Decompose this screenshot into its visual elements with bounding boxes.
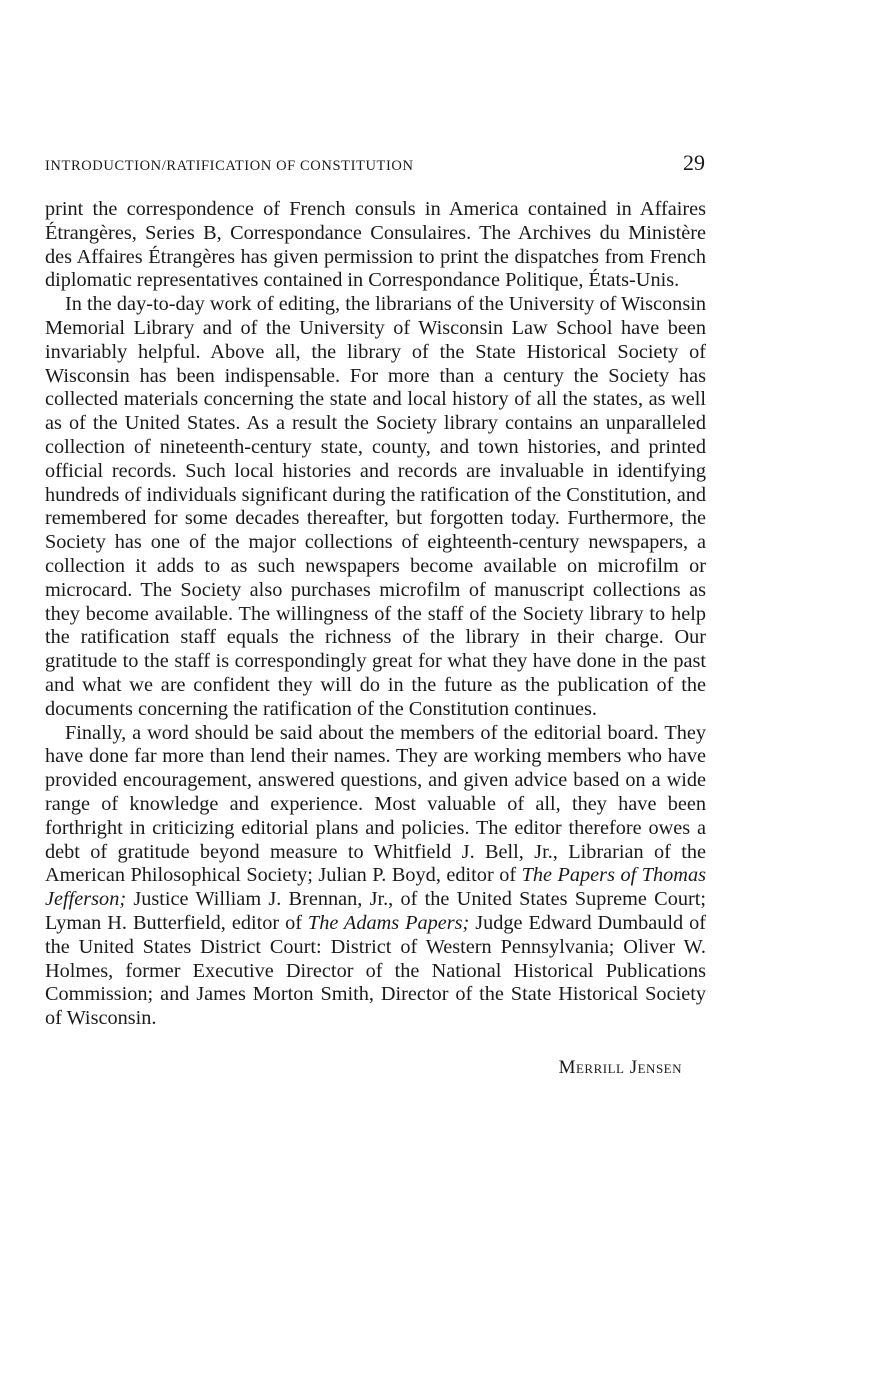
- text-segment: Judge Edward Dumbauld of the United States District Court: District of Western Pennsylvania; Oliver W. Holmes, former Executive Director of the National Historical Publications Commission; and James Morton Smith, Director of the State Historical Society of Wisconsin.: [45, 911, 706, 1030]
- book-page: [45, 150, 706, 1079]
- page-number: 29: [683, 150, 705, 175]
- running-title: INTRODUCTION/RATIFICATION OF CONSTITUTION: [45, 158, 414, 174]
- running-head: [45, 150, 706, 190]
- paragraph-editorial-board: [45, 722, 706, 1031]
- author-signature: Merrill Jensen: [558, 1056, 682, 1078]
- text-segment: Justice William J. Brennan, Jr., of the United States Supreme Court; Lyman H. Butterfield, editor of: [45, 888, 706, 934]
- book-title-adams-papers: The Adams Papers;: [307, 911, 470, 934]
- book-title-jefferson-papers: The Papers of Thomas Jefferson;: [45, 864, 706, 911]
- paragraph-continuation: print the correspondence of French consuls in America contained in Affaires Étrangères, Series B, Correspondance Consulaires. The Archives du Ministère des Affaires Étrangères has given permission to print the dispatches from French diplomatic representatives contained in Correspondance Politique, États-Unis.: [45, 198, 706, 292]
- text-segment: Finally, a word should be said about the members of the editorial board. They have done far more than lend their names. They are working members who have provided encouragement, answered questions, and given advice based on a wide range of knowledge and experience. Most valuable of all, they have been forthright in criticizing editorial plans and policies. The editor therefore owes a debt of gratitude beyond measure to Whitfield J. Bell, Jr., Librarian of the American Philosophical Society; Julian P. Boyd, editor of: [45, 721, 706, 887]
- paragraph-library-acknowledgment: In the day-to-day work of editing, the librarians of the University of Wisconsin Memorial Library and of the University of Wisconsin Law School have been invariably helpful. Above all, the library of the State Historical Society of Wisconsin has been indispensable. For more than a century the Society has collected materials concerning the state and local history of all the states, as well as of the United States. As a result the Society library contains an unparalleled collection of nineteenth-century state, county, and town histories, and printed official records. Such local histories and records are invaluable in identifying hundreds of individuals significant during the ratification of the Constitution, and remembered for some decades thereafter, but forgotten today. Furthermore, the Society has one of the major collections of eighteenth-century newspapers, a collection it adds to as such newspapers become available on microfilm or microcard. The Society also purchases microfilm of manuscript collections as they become available. The willingness of the staff of the Society library to help the ratification staff equals the richness of the library in their charge. Our gratitude to the staff is correspondingly great for what they have done in the past and what we are confident they will do in the future as the publication of the documents concerning the ratification of the Constitution continues.: [45, 293, 706, 720]
